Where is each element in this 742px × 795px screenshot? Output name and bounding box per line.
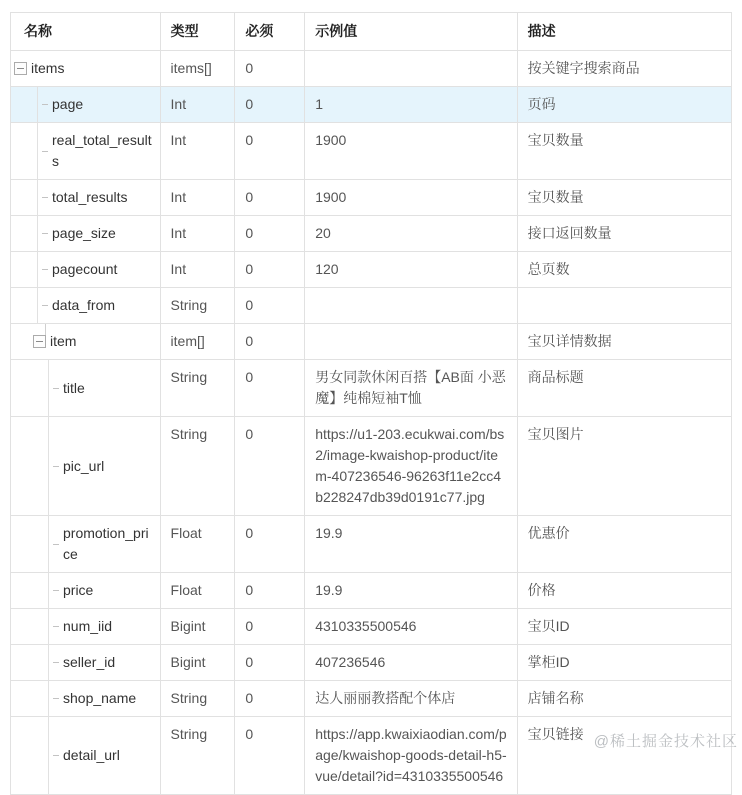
field-name: title <box>63 379 85 396</box>
field-required: 0 <box>235 288 305 323</box>
field-name: num_iid <box>63 618 113 634</box>
field-type: Int <box>161 123 236 179</box>
table-row-price <box>11 573 731 609</box>
field-name-cell <box>11 609 161 644</box>
table-row-promotion-price <box>11 516 731 573</box>
field-desc: 总页数 <box>527 261 570 277</box>
tree-tick-icon <box>42 197 48 198</box>
field-desc: 宝贝ID <box>527 618 570 634</box>
field-example: 4310335500546 <box>305 609 517 644</box>
field-desc: 价格 <box>527 582 556 598</box>
table-row-title <box>11 360 731 417</box>
field-type: String <box>161 681 236 716</box>
field-name: shop_name <box>63 690 137 706</box>
field-name-cell <box>11 324 161 359</box>
tree-indent <box>11 180 38 215</box>
field-type: items[] <box>161 51 236 86</box>
field-desc: 掌柜ID <box>527 654 570 670</box>
field-name-cell <box>11 216 161 251</box>
field-name: price <box>63 582 94 598</box>
collapse-minus-icon[interactable] <box>14 62 27 75</box>
field-name-cell <box>11 360 161 416</box>
field-example: 19.9 <box>305 516 517 572</box>
tree-indent <box>11 681 49 716</box>
table-header-row <box>11 13 731 51</box>
field-name: page <box>52 96 84 112</box>
tree-indent <box>11 123 38 179</box>
field-example: 1 <box>305 87 517 122</box>
field-name-cell <box>11 573 161 608</box>
field-required: 0 <box>235 216 305 251</box>
field-required: 0 <box>235 573 305 608</box>
field-type: item[] <box>161 324 236 359</box>
tree-tick-icon <box>42 269 48 270</box>
field-example: 1900 <box>305 123 517 179</box>
table-row-shop-name <box>11 681 731 717</box>
field-desc: 宝贝数量 <box>527 132 584 148</box>
field-required: 0 <box>235 681 305 716</box>
tree-indent <box>11 288 38 323</box>
tree-indent <box>11 609 49 644</box>
tree-indent <box>11 645 49 680</box>
tree-indent <box>11 216 38 251</box>
field-name-cell <box>11 288 161 323</box>
field-required: 0 <box>235 609 305 644</box>
field-desc: 宝贝图片 <box>527 426 584 442</box>
tree-tick-icon <box>53 755 59 756</box>
field-name: item <box>50 333 77 349</box>
field-desc: 接口返回数量 <box>527 225 612 241</box>
field-required: 0 <box>235 324 305 359</box>
col-header-type: 类型 <box>161 13 236 50</box>
field-required: 0 <box>235 180 305 215</box>
field-desc: 宝贝链接 <box>527 726 584 742</box>
juejin-watermark: @稀土掘金技术社区 <box>593 733 738 750</box>
field-example: 达人丽丽教搭配个体店 <box>305 681 517 716</box>
field-name: data_from <box>52 297 116 313</box>
table-row-detail-url <box>11 717 731 795</box>
field-type: Bigint <box>161 645 236 680</box>
field-example: 男女同款休闲百搭【AB面 小恶魔】纯棉短袖T恤 <box>305 360 517 416</box>
table-row-items <box>11 51 731 87</box>
field-required: 0 <box>235 645 305 680</box>
field-required: 0 <box>235 516 305 572</box>
tree-tick-icon <box>53 698 59 699</box>
tree-tick-icon <box>53 590 59 591</box>
tree-indent <box>11 717 49 794</box>
field-example: 19.9 <box>305 573 517 608</box>
table-row-total-results <box>11 180 731 216</box>
tree-tick-icon <box>53 466 59 467</box>
tree-tick-icon <box>42 305 48 306</box>
field-name: items <box>31 60 65 76</box>
field-type: String <box>161 288 236 323</box>
tree-tick-icon <box>53 662 59 663</box>
collapse-minus-icon[interactable] <box>33 335 46 348</box>
tree-tick-icon <box>53 626 59 627</box>
field-name-cell <box>11 516 161 572</box>
field-type: String <box>161 717 236 794</box>
field-desc: 优惠价 <box>527 525 570 541</box>
field-type: Float <box>161 573 236 608</box>
field-type: Bigint <box>161 609 236 644</box>
field-type: Float <box>161 516 236 572</box>
field-name-cell <box>11 123 161 179</box>
tree-indent <box>11 360 49 416</box>
field-example <box>305 288 517 323</box>
field-type: Int <box>161 216 236 251</box>
table-row-num-iid <box>11 609 731 645</box>
field-name: total_results <box>52 189 128 205</box>
field-name-cell <box>11 51 161 86</box>
tree-tick-icon <box>42 104 48 105</box>
table-row-data-from <box>11 288 731 324</box>
table-row-pagecount <box>11 252 731 288</box>
field-required: 0 <box>235 51 305 86</box>
field-required: 0 <box>235 252 305 287</box>
field-name: detail_url <box>63 747 120 763</box>
table-row-page-size <box>11 216 731 252</box>
tree-tick-icon <box>53 388 59 389</box>
col-header-desc: 描述 <box>527 23 556 39</box>
field-required: 0 <box>235 87 305 122</box>
field-name-cell <box>11 645 161 680</box>
tree-indent <box>11 252 38 287</box>
field-desc: 商品标题 <box>527 369 584 385</box>
api-response-table <box>10 12 732 795</box>
field-name: seller_id <box>63 654 116 670</box>
field-example: 20 <box>305 216 517 251</box>
field-type: String <box>161 417 236 515</box>
col-header-name: 名称 <box>11 13 161 50</box>
field-name: real_total_results <box>52 132 152 169</box>
field-name: pic_url <box>63 457 105 474</box>
field-example: 1900 <box>305 180 517 215</box>
field-desc: 宝贝详情数据 <box>527 333 612 349</box>
field-required: 0 <box>235 360 305 416</box>
tree-tick-icon <box>42 151 48 152</box>
field-type: Int <box>161 180 236 215</box>
field-example: 407236546 <box>305 645 517 680</box>
field-name: promotion_price <box>63 525 149 562</box>
table-row-real-total-results <box>11 123 731 180</box>
field-desc: 页码 <box>527 96 556 112</box>
field-name-cell <box>11 252 161 287</box>
col-header-required: 必须 <box>235 13 305 50</box>
field-type: String <box>161 360 236 416</box>
tree-tick-icon <box>53 544 59 545</box>
table-row-pic-url <box>11 417 731 516</box>
field-name-cell <box>11 87 161 122</box>
field-desc: 按关键字搜索商品 <box>527 60 640 76</box>
field-example <box>305 51 517 86</box>
field-name-cell <box>11 717 161 794</box>
col-header-example: 示例值 <box>305 13 517 50</box>
field-example: https://u1-203.ecukwai.com/bs2/image-kwaishop-product/item-407236546-96263f11e2cc4b228247db39d0191c77.jpg <box>305 417 517 515</box>
field-example: 120 <box>305 252 517 287</box>
field-name-cell <box>11 681 161 716</box>
field-name: pagecount <box>52 261 118 277</box>
table-row-item <box>11 324 731 360</box>
field-desc <box>518 288 731 323</box>
table-row-seller-id <box>11 645 731 681</box>
field-desc: 宝贝数量 <box>527 189 584 205</box>
field-name-cell <box>11 417 161 515</box>
field-name-cell <box>11 180 161 215</box>
field-required: 0 <box>235 717 305 794</box>
field-example <box>305 324 517 359</box>
field-example: https://app.kwaixiaodian.com/page/kwaishop-goods-detail-h5-vue/detail?id=4310335500546 <box>305 717 517 794</box>
table-row-page <box>11 87 731 123</box>
field-type: Int <box>161 87 236 122</box>
tree-indent <box>11 516 49 572</box>
tree-connector-line <box>45 324 46 335</box>
field-required: 0 <box>235 123 305 179</box>
field-type: Int <box>161 252 236 287</box>
tree-tick-icon <box>42 233 48 234</box>
tree-indent <box>11 573 49 608</box>
field-required: 0 <box>235 417 305 515</box>
tree-indent <box>11 87 38 122</box>
tree-indent <box>11 324 29 359</box>
tree-indent <box>11 417 49 515</box>
field-desc: 店铺名称 <box>527 690 584 706</box>
field-name: page_size <box>52 225 116 241</box>
